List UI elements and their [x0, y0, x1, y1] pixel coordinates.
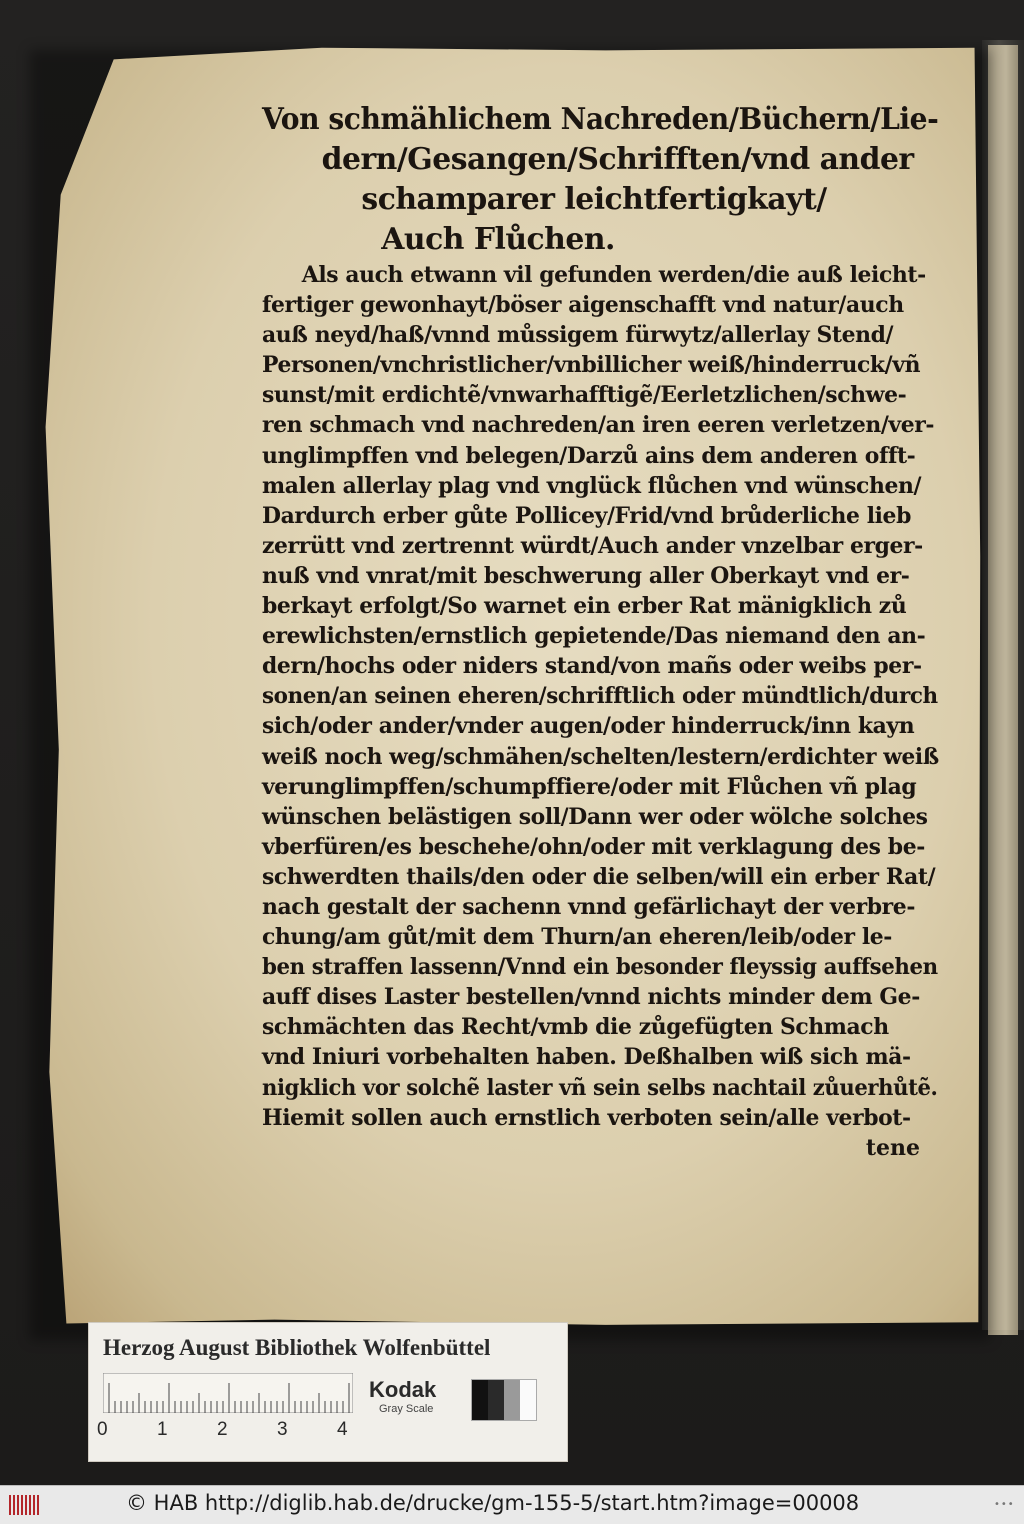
facing-page-sliver [988, 45, 1018, 1335]
text-line: sich/oder ander/vnder augen/oder hinderruck/inn kayn [262, 713, 915, 740]
library-name: Herzog August Bibliothek Wolfenbüttel [103, 1335, 491, 1360]
logo-bar [29, 1495, 31, 1515]
text-line: weiß noch weg/schmähen/schelten/lestern/erdichter weiß [262, 743, 939, 770]
logo-bar [25, 1495, 27, 1515]
ruler-number: 4 [337, 1419, 348, 1440]
text-line: nuß vnd vnrat/mit beschwerung aller Oberkayt vnd er- [262, 562, 910, 589]
text-line: vnd Iniuri vorbehalten haben. Deßhalben wiß sich mä- [262, 1044, 911, 1071]
ruler-number: 2 [217, 1419, 228, 1440]
text-line: fertiger gewonhayt/böser aigenschafft vnd natur/auch [262, 292, 904, 319]
body-text [262, 260, 942, 1133]
text-line: dern/hochs oder niders stand/von mañs oder weibs per- [262, 653, 922, 680]
logo-bar [17, 1495, 19, 1515]
kodak-brand: Kodak [369, 1377, 437, 1402]
menu-dots-icon[interactable]: ••• [994, 1499, 1015, 1510]
text-line: sonen/an seinen eheren/schrifftlich oder mündtlich/durch [262, 683, 938, 710]
ruler-number: 0 [97, 1419, 108, 1440]
text-line: Personen/vnchristlicher/vnbillicher weiß/hinderruck/vñ [262, 352, 921, 379]
section-heading [262, 100, 942, 260]
gray-swatches [471, 1379, 537, 1421]
gray-scale-label: Gray Scale [379, 1403, 434, 1415]
logo-bar [21, 1495, 23, 1515]
swatch-dark [488, 1380, 504, 1420]
text-line: chung/am gůt/mit dem Thurn/an eheren/leib/oder le- [262, 924, 892, 951]
logo-bar [33, 1495, 35, 1515]
logo-bar [13, 1495, 15, 1515]
text-line: erewlichsten/ernstlich gepietende/Das niemand den an- [262, 623, 926, 650]
text-line: zerrütt vnd zertrennt würdt/Auch ander vnzelbar erger- [262, 532, 923, 559]
text-line: auß neyd/haß/vnnd můssigem fürwytz/allerlay Stend/ [262, 322, 894, 349]
copyright-url[interactable]: © HAB http://diglib.hab.de/drucke/gm-155-5/start.htm?image=00008 [126, 1491, 860, 1515]
ruler-numbers [97, 1419, 357, 1443]
catchword: tene [865, 1134, 920, 1161]
text-line: nach gestalt der sachenn vnnd gefärlichayt der verbre- [262, 893, 916, 920]
text-line: nigklich vor solchẽ laster vñ sein selbs nachtail zůuerhůtẽ. [262, 1074, 938, 1101]
heading-line: Von schmählichem Nachreden/Büchern/Lie- [262, 102, 939, 137]
text-line: sunst/mit erdichtẽ/vnwarhafftigẽ/Eerletzlichen/schwe- [262, 382, 907, 409]
text-line: vberfüren/es beschehe/ohn/oder mit verklagung des be- [262, 833, 925, 860]
text-line: berkayt erfolgt/So warnet ein erber Rat mänigklich zů [262, 593, 907, 620]
swatch-mid [504, 1380, 520, 1420]
swatch-black [472, 1380, 488, 1420]
ruler-number: 3 [277, 1419, 288, 1440]
text-line: ben straffen lassenn/Vnnd ein besonder fleyssig auffsehen [262, 954, 938, 981]
ruler-scale [103, 1373, 353, 1413]
text-line: unglimpffen vnd belegen/Darzů ains dem anderen offt- [262, 442, 916, 469]
footer-bar [0, 1485, 1024, 1524]
text-line: verunglimpffen/schumpffiere/oder mit Flůchen vñ plag [262, 773, 917, 800]
heading-line: schamparer leichtfertigkayt/ [361, 182, 827, 217]
swatch-white [520, 1380, 536, 1420]
text-line: malen allerlay plag vnd vnglück flůchen vnd wünschen/ [262, 472, 922, 499]
text-line: Als auch etwann vil gefunden werden/die auß leicht- [301, 262, 926, 288]
text-line: auff dises Laster bestellen/vnnd nichts minder dem Ge- [262, 984, 920, 1011]
logo-bar [37, 1495, 39, 1515]
text-line: schwerdten thails/den oder die selben/will ein erber Rat/ [262, 863, 936, 890]
text-line: Hiemit sollen auch ernstlich verboten sein/alle verbot- [262, 1104, 911, 1131]
heading-line: dern/Gesangen/Schrifften/vnd ander [321, 142, 914, 177]
library-color-card [88, 1322, 568, 1462]
text-line: Dardurch erber gůte Pollicey/Frid/vnd brůderliche lieb [262, 502, 911, 529]
hab-logo-icon [8, 1493, 42, 1517]
ruler-number: 1 [157, 1419, 168, 1440]
heading-line: Auch Flůchen. [381, 222, 615, 257]
page-text [262, 100, 942, 1163]
text-line: schmächten das Recht/vmb die zůgefügten Schmach [262, 1014, 889, 1041]
text-line: ren schmach vnd nachreden/an iren eeren verletzen/ver- [262, 412, 935, 439]
text-line: wünschen belästigen soll/Dann wer oder wölche solches [262, 803, 928, 830]
logo-bar [9, 1495, 11, 1515]
